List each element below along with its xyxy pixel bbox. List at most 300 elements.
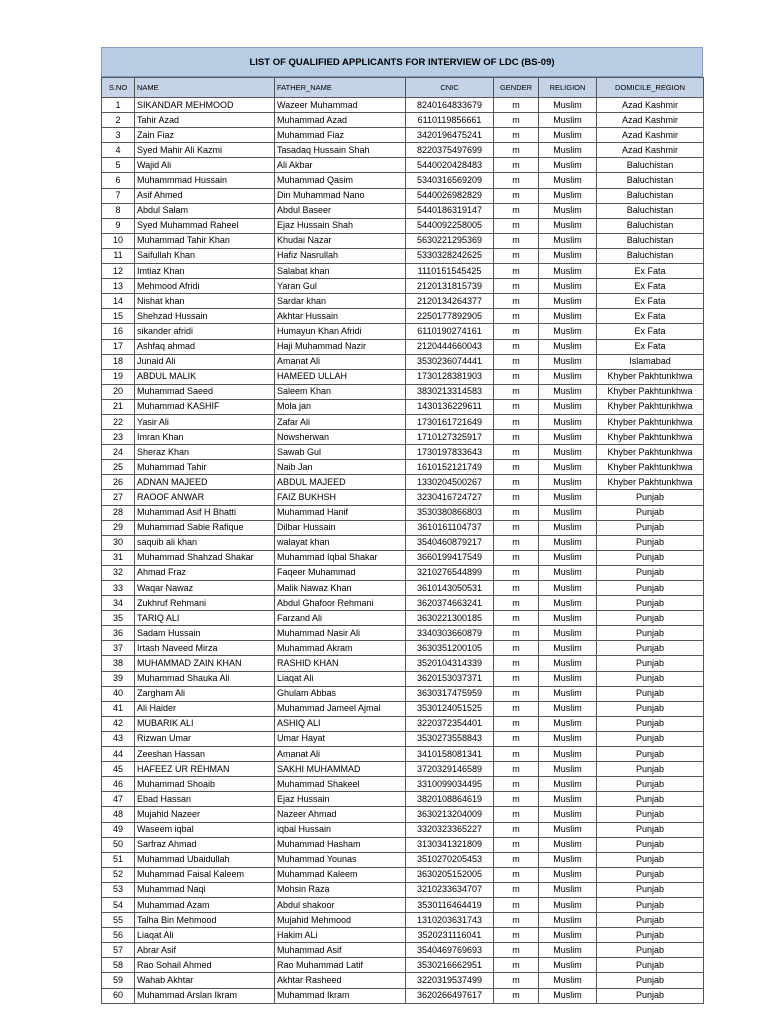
cell-cnic: 2120134264377: [406, 294, 494, 309]
cell-cnic: 3530124051525: [406, 701, 494, 716]
cell-domicile-region: Azad Kashmir: [597, 98, 704, 113]
cell-religion: Muslim: [539, 958, 597, 973]
cell-name: Muhammad Tahir Khan: [135, 233, 275, 248]
cell-cnic: 3630221300185: [406, 611, 494, 626]
cell-name: sikander afridi: [135, 324, 275, 339]
cell-sno: 33: [102, 581, 135, 596]
cell-name: Muhammad KASHIF: [135, 399, 275, 414]
cell-cnic: 1430136229611: [406, 399, 494, 414]
cell-sno: 10: [102, 233, 135, 248]
cell-cnic: 2250177892905: [406, 309, 494, 324]
cell-sno: 18: [102, 354, 135, 369]
cell-cnic: 3530116464419: [406, 897, 494, 912]
cell-domicile-region: Ex Fata: [597, 324, 704, 339]
cell-sno: 52: [102, 867, 135, 882]
cell-cnic: 3220372354401: [406, 716, 494, 731]
cell-sno: 31: [102, 550, 135, 565]
cell-cnic: 1110151545425: [406, 264, 494, 279]
cell-cnic: 3230416724727: [406, 490, 494, 505]
cell-father-name: Naib Jan: [275, 460, 406, 475]
cell-cnic: 5630221295369: [406, 233, 494, 248]
cell-gender: m: [494, 867, 539, 882]
cell-cnic: 3320323365227: [406, 822, 494, 837]
cell-sno: 7: [102, 188, 135, 203]
cell-religion: Muslim: [539, 882, 597, 897]
cell-gender: m: [494, 158, 539, 173]
cell-gender: m: [494, 611, 539, 626]
cell-father-name: Amanat Ali: [275, 747, 406, 762]
table-row: [102, 867, 704, 882]
cell-domicile-region: Punjab: [597, 822, 704, 837]
table-row: [102, 882, 704, 897]
cell-religion: Muslim: [539, 354, 597, 369]
cell-name: Muhammad Naqi: [135, 882, 275, 897]
cell-gender: m: [494, 173, 539, 188]
table-row: [102, 414, 704, 429]
cell-gender: m: [494, 852, 539, 867]
cell-religion: Muslim: [539, 777, 597, 792]
cell-sno: 11: [102, 248, 135, 263]
table-row: [102, 339, 704, 354]
cell-gender: m: [494, 913, 539, 928]
cell-cnic: 6110119856661: [406, 113, 494, 128]
cell-name: Muhammad Azam: [135, 897, 275, 912]
table-row: [102, 747, 704, 762]
cell-sno: 45: [102, 762, 135, 777]
cell-name: Talha Bin Mehmood: [135, 913, 275, 928]
cell-religion: Muslim: [539, 656, 597, 671]
table-row: [102, 913, 704, 928]
cell-sno: 16: [102, 324, 135, 339]
cell-name: Muhammad Sabie Rafique: [135, 520, 275, 535]
cell-gender: m: [494, 822, 539, 837]
cell-gender: m: [494, 943, 539, 958]
cell-sno: 1: [102, 98, 135, 113]
cell-cnic: 3830213314583: [406, 384, 494, 399]
cell-name: Wahab Akhtar: [135, 973, 275, 988]
cell-name: Muhammad Faisal Kaleem: [135, 867, 275, 882]
cell-name: SIKANDAR MEHMOOD: [135, 98, 275, 113]
cell-gender: m: [494, 581, 539, 596]
table-row: [102, 762, 704, 777]
table-row: [102, 218, 704, 233]
cell-gender: m: [494, 248, 539, 263]
cell-father-name: Ghulam Abbas: [275, 686, 406, 701]
cell-father-name: RASHID KHAN: [275, 656, 406, 671]
cell-cnic: 3510270205453: [406, 852, 494, 867]
cell-father-name: Abdul shakoor: [275, 897, 406, 912]
cell-domicile-region: Punjab: [597, 777, 704, 792]
table-row: [102, 324, 704, 339]
cell-cnic: 2120444660043: [406, 339, 494, 354]
cell-religion: Muslim: [539, 98, 597, 113]
cell-religion: Muslim: [539, 173, 597, 188]
cell-name: Syed Mahir Ali Kazmi: [135, 143, 275, 158]
cell-father-name: Ejaz Hussain: [275, 792, 406, 807]
cell-sno: 13: [102, 279, 135, 294]
cell-domicile-region: Baluchistan: [597, 233, 704, 248]
cell-domicile-region: Baluchistan: [597, 188, 704, 203]
cell-sno: 40: [102, 686, 135, 701]
cell-sno: 60: [102, 988, 135, 1003]
table-row: [102, 430, 704, 445]
cell-name: Muhammmad Hussain: [135, 173, 275, 188]
table-row: [102, 716, 704, 731]
cell-father-name: FAIZ BUKHSH: [275, 490, 406, 505]
cell-father-name: Wazeer Muhammad: [275, 98, 406, 113]
cell-father-name: ABDUL MAJEED: [275, 475, 406, 490]
col-header-domicile-region: DOMICILE_REGION: [597, 78, 704, 98]
cell-religion: Muslim: [539, 550, 597, 565]
cell-cnic: 5440026982829: [406, 188, 494, 203]
cell-domicile-region: Punjab: [597, 988, 704, 1003]
cell-domicile-region: Khyber Pakhtunkhwa: [597, 414, 704, 429]
cell-name: Zukhruf Rehmani: [135, 596, 275, 611]
table-row: [102, 731, 704, 746]
cell-religion: Muslim: [539, 913, 597, 928]
cell-gender: m: [494, 399, 539, 414]
cell-cnic: 5330328242625: [406, 248, 494, 263]
cell-father-name: Muhammad Azad: [275, 113, 406, 128]
cell-domicile-region: Punjab: [597, 520, 704, 535]
cell-domicile-region: Baluchistan: [597, 218, 704, 233]
cell-father-name: Abdul Ghafoor Rehmani: [275, 596, 406, 611]
cell-religion: Muslim: [539, 369, 597, 384]
cell-sno: 22: [102, 414, 135, 429]
cell-religion: Muslim: [539, 233, 597, 248]
cell-sno: 58: [102, 958, 135, 973]
cell-sno: 5: [102, 158, 135, 173]
cell-cnic: 3530216662951: [406, 958, 494, 973]
cell-gender: m: [494, 897, 539, 912]
cell-domicile-region: Punjab: [597, 550, 704, 565]
cell-gender: m: [494, 279, 539, 294]
cell-religion: Muslim: [539, 565, 597, 580]
cell-domicile-region: Azad Kashmir: [597, 128, 704, 143]
cell-sno: 28: [102, 505, 135, 520]
cell-father-name: Muhammad Ikram: [275, 988, 406, 1003]
table-row: [102, 671, 704, 686]
applicants-sheet: [101, 47, 703, 1004]
cell-father-name: Akhtar Hussain: [275, 309, 406, 324]
cell-religion: Muslim: [539, 158, 597, 173]
cell-name: Sadam Hussain: [135, 626, 275, 641]
cell-gender: m: [494, 671, 539, 686]
table-row: [102, 113, 704, 128]
cell-religion: Muslim: [539, 837, 597, 852]
table-row: [102, 807, 704, 822]
cell-name: Irtash Naveed Mirza: [135, 641, 275, 656]
table-row: [102, 581, 704, 596]
cell-cnic: 5440186319147: [406, 203, 494, 218]
cell-domicile-region: Punjab: [597, 762, 704, 777]
cell-domicile-region: Punjab: [597, 596, 704, 611]
table-row: [102, 399, 704, 414]
cell-domicile-region: Punjab: [597, 913, 704, 928]
cell-father-name: Salabat khan: [275, 264, 406, 279]
cell-father-name: Yaran Gul: [275, 279, 406, 294]
cell-father-name: Muhammad Asif: [275, 943, 406, 958]
table-row: [102, 550, 704, 565]
cell-sno: 35: [102, 611, 135, 626]
table-row: [102, 852, 704, 867]
cell-domicile-region: Khyber Pakhtunkhwa: [597, 445, 704, 460]
cell-domicile-region: Ex Fata: [597, 309, 704, 324]
cell-sno: 55: [102, 913, 135, 928]
cell-name: Abdul Salam: [135, 203, 275, 218]
cell-religion: Muslim: [539, 792, 597, 807]
cell-sno: 47: [102, 792, 135, 807]
cell-domicile-region: Ex Fata: [597, 339, 704, 354]
table-row: [102, 279, 704, 294]
cell-religion: Muslim: [539, 943, 597, 958]
cell-domicile-region: Khyber Pakhtunkhwa: [597, 460, 704, 475]
cell-name: Nishat khan: [135, 294, 275, 309]
cell-sno: 19: [102, 369, 135, 384]
table-row: [102, 475, 704, 490]
cell-religion: Muslim: [539, 384, 597, 399]
cell-domicile-region: Punjab: [597, 535, 704, 550]
cell-domicile-region: Ex Fata: [597, 294, 704, 309]
cell-name: Ali Haider: [135, 701, 275, 716]
cell-religion: Muslim: [539, 279, 597, 294]
cell-gender: m: [494, 414, 539, 429]
table-row: [102, 520, 704, 535]
sheet-title: LIST OF QUALIFIED APPLICANTS FOR INTERVIEW OF LDC (BS-09): [101, 47, 703, 77]
cell-father-name: Mola jan: [275, 399, 406, 414]
cell-domicile-region: Punjab: [597, 490, 704, 505]
cell-name: Ashfaq ahmad: [135, 339, 275, 354]
cell-domicile-region: Punjab: [597, 747, 704, 762]
table-row: [102, 535, 704, 550]
cell-cnic: 3610161104737: [406, 520, 494, 535]
table-row: [102, 897, 704, 912]
cell-name: Junaid Ali: [135, 354, 275, 369]
cell-cnic: 3530273558843: [406, 731, 494, 746]
cell-religion: Muslim: [539, 430, 597, 445]
table-row: [102, 641, 704, 656]
table-row: [102, 384, 704, 399]
cell-father-name: Sawab Gul: [275, 445, 406, 460]
cell-domicile-region: Punjab: [597, 882, 704, 897]
cell-domicile-region: Khyber Pakhtunkhwa: [597, 384, 704, 399]
table-row: [102, 686, 704, 701]
table-row: [102, 445, 704, 460]
cell-father-name: Saleem Khan: [275, 384, 406, 399]
cell-domicile-region: Khyber Pakhtunkhwa: [597, 399, 704, 414]
cell-domicile-region: Punjab: [597, 867, 704, 882]
cell-sno: 24: [102, 445, 135, 460]
cell-religion: Muslim: [539, 505, 597, 520]
table-row: [102, 264, 704, 279]
cell-father-name: Rao Muhammad Latif: [275, 958, 406, 973]
cell-sno: 32: [102, 565, 135, 580]
applicants-table: [101, 77, 704, 1004]
cell-religion: Muslim: [539, 641, 597, 656]
cell-father-name: Muhammad Shakeel: [275, 777, 406, 792]
cell-father-name: Muhammad Nasir Ali: [275, 626, 406, 641]
cell-cnic: 3220319537499: [406, 973, 494, 988]
cell-religion: Muslim: [539, 294, 597, 309]
cell-name: Syed Muhammad Raheel: [135, 218, 275, 233]
cell-gender: m: [494, 520, 539, 535]
cell-name: Muhammad Shauka Ali: [135, 671, 275, 686]
cell-cnic: 8220375497699: [406, 143, 494, 158]
table-row: [102, 611, 704, 626]
cell-father-name: Muhammad Qasim: [275, 173, 406, 188]
table-row: [102, 596, 704, 611]
cell-gender: m: [494, 973, 539, 988]
cell-religion: Muslim: [539, 309, 597, 324]
cell-religion: Muslim: [539, 339, 597, 354]
cell-domicile-region: Punjab: [597, 671, 704, 686]
cell-cnic: 3620266497617: [406, 988, 494, 1003]
cell-religion: Muslim: [539, 445, 597, 460]
cell-father-name: ASHIQ ALI: [275, 716, 406, 731]
cell-father-name: Hafiz Nasrullah: [275, 248, 406, 263]
cell-name: Ebad Hassan: [135, 792, 275, 807]
cell-name: Yasir Ali: [135, 414, 275, 429]
cell-domicile-region: Ex Fata: [597, 279, 704, 294]
cell-religion: Muslim: [539, 490, 597, 505]
cell-gender: m: [494, 701, 539, 716]
table-row: [102, 143, 704, 158]
cell-gender: m: [494, 354, 539, 369]
cell-domicile-region: Islamabad: [597, 354, 704, 369]
cell-religion: Muslim: [539, 264, 597, 279]
cell-sno: 25: [102, 460, 135, 475]
cell-domicile-region: Punjab: [597, 565, 704, 580]
cell-name: HAFEEZ UR REHMAN: [135, 762, 275, 777]
cell-religion: Muslim: [539, 852, 597, 867]
table-row: [102, 294, 704, 309]
cell-religion: Muslim: [539, 113, 597, 128]
cell-name: Zargham Ali: [135, 686, 275, 701]
cell-name: Zain Fiaz: [135, 128, 275, 143]
table-row: [102, 158, 704, 173]
cell-sno: 2: [102, 113, 135, 128]
cell-cnic: 3310099034495: [406, 777, 494, 792]
cell-gender: m: [494, 339, 539, 354]
cell-cnic: 3420196475241: [406, 128, 494, 143]
table-body: [102, 98, 704, 1004]
cell-domicile-region: Punjab: [597, 928, 704, 943]
cell-domicile-region: Punjab: [597, 626, 704, 641]
cell-domicile-region: Punjab: [597, 656, 704, 671]
table-row: [102, 505, 704, 520]
cell-name: Abrar Asif: [135, 943, 275, 958]
cell-gender: m: [494, 98, 539, 113]
table-row: [102, 777, 704, 792]
cell-religion: Muslim: [539, 626, 597, 641]
cell-domicile-region: Baluchistan: [597, 173, 704, 188]
cell-gender: m: [494, 203, 539, 218]
cell-sno: 23: [102, 430, 135, 445]
cell-gender: m: [494, 445, 539, 460]
table-row: [102, 943, 704, 958]
cell-gender: m: [494, 384, 539, 399]
cell-religion: Muslim: [539, 324, 597, 339]
cell-name: MUBARIK ALI: [135, 716, 275, 731]
col-header-name: NAME: [135, 78, 275, 98]
cell-gender: m: [494, 777, 539, 792]
cell-gender: m: [494, 324, 539, 339]
cell-cnic: 3210276544899: [406, 565, 494, 580]
cell-domicile-region: Baluchistan: [597, 158, 704, 173]
cell-father-name: Nowsherwan: [275, 430, 406, 445]
cell-sno: 29: [102, 520, 135, 535]
table-row: [102, 988, 704, 1003]
cell-domicile-region: Punjab: [597, 958, 704, 973]
cell-religion: Muslim: [539, 596, 597, 611]
cell-sno: 3: [102, 128, 135, 143]
cell-religion: Muslim: [539, 581, 597, 596]
cell-sno: 38: [102, 656, 135, 671]
cell-cnic: 3630351200105: [406, 641, 494, 656]
cell-gender: m: [494, 762, 539, 777]
cell-father-name: Humayun Khan Afridi: [275, 324, 406, 339]
table-row: [102, 792, 704, 807]
cell-name: Muhammad Asif H Bhatti: [135, 505, 275, 520]
cell-religion: Muslim: [539, 414, 597, 429]
table-row: [102, 233, 704, 248]
cell-cnic: 3610143050531: [406, 581, 494, 596]
table-row: [102, 973, 704, 988]
table-row: [102, 958, 704, 973]
cell-father-name: Dilbar Hussain: [275, 520, 406, 535]
cell-sno: 8: [102, 203, 135, 218]
cell-religion: Muslim: [539, 807, 597, 822]
cell-father-name: Liaqat Ali: [275, 671, 406, 686]
cell-name: Mujahid Nazeer: [135, 807, 275, 822]
cell-sno: 51: [102, 852, 135, 867]
cell-name: TARIQ ALI: [135, 611, 275, 626]
cell-gender: m: [494, 958, 539, 973]
cell-cnic: 3630205152005: [406, 867, 494, 882]
cell-father-name: Ali Akbar: [275, 158, 406, 173]
cell-sno: 20: [102, 384, 135, 399]
cell-father-name: Ejaz Hussain Shah: [275, 218, 406, 233]
table-row: [102, 565, 704, 580]
cell-sno: 42: [102, 716, 135, 731]
cell-sno: 49: [102, 822, 135, 837]
cell-father-name: Khudai Nazar: [275, 233, 406, 248]
cell-father-name: Farzand Ali: [275, 611, 406, 626]
cell-gender: m: [494, 747, 539, 762]
cell-father-name: Muhammad Fiaz: [275, 128, 406, 143]
cell-name: Imtiaz Khan: [135, 264, 275, 279]
cell-domicile-region: Khyber Pakhtunkhwa: [597, 369, 704, 384]
table-row: [102, 98, 704, 113]
table-row: [102, 173, 704, 188]
cell-religion: Muslim: [539, 611, 597, 626]
cell-cnic: 3660199417549: [406, 550, 494, 565]
cell-domicile-region: Punjab: [597, 611, 704, 626]
cell-domicile-region: Ex Fata: [597, 264, 704, 279]
cell-religion: Muslim: [539, 143, 597, 158]
cell-gender: m: [494, 264, 539, 279]
cell-name: ADNAN MAJEED: [135, 475, 275, 490]
cell-father-name: Muhammad Iqbal Shakar: [275, 550, 406, 565]
table-row: [102, 354, 704, 369]
cell-religion: Muslim: [539, 731, 597, 746]
cell-gender: m: [494, 143, 539, 158]
cell-gender: m: [494, 928, 539, 943]
cell-sno: 50: [102, 837, 135, 852]
cell-gender: m: [494, 535, 539, 550]
cell-cnic: 1730161721649: [406, 414, 494, 429]
cell-domicile-region: Punjab: [597, 701, 704, 716]
